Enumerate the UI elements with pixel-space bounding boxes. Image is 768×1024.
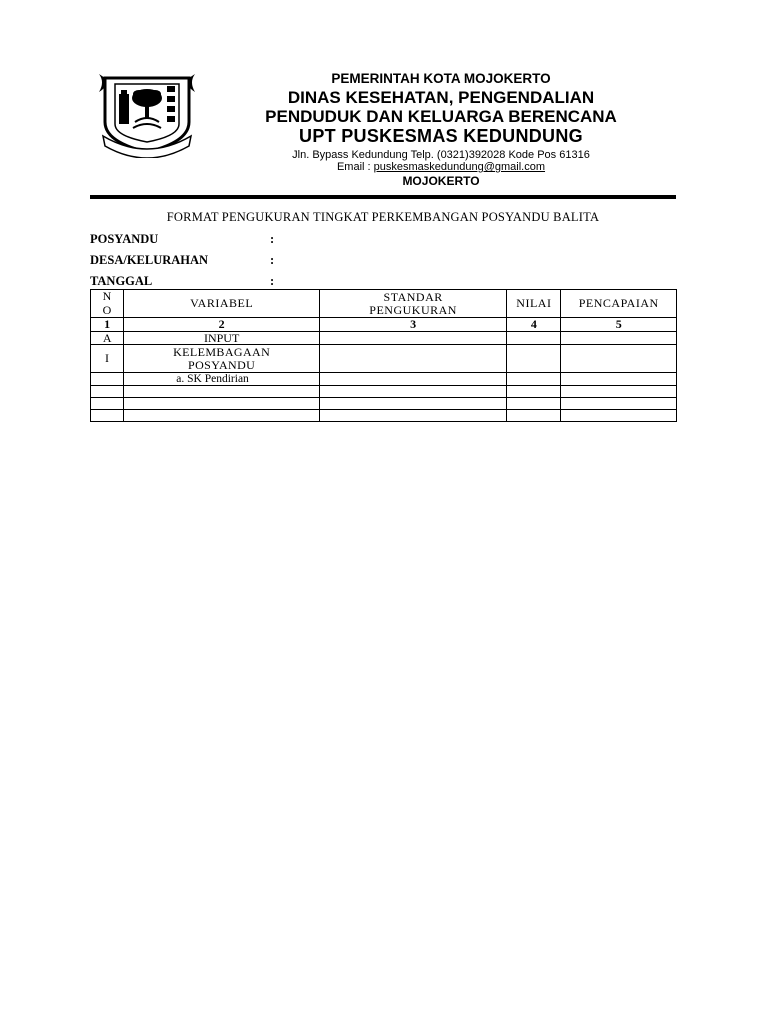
email-label: Email : [336,161,374,174]
header-no [91,290,124,318]
empty-cell[interactable] [319,386,506,398]
email-line [200,161,682,173]
column-number: 3 [319,318,506,332]
empty-cell[interactable] [91,410,124,422]
address: Jln. Bypass Kedundung Telp. (0321)392028 Kode Pos 61316 [292,149,590,162]
row-variabel-line2: POSYANDU [188,357,256,372]
header-pencapaian: PENCAPAIAN [561,290,677,318]
empty-cell[interactable] [319,398,506,410]
field-colon: : [270,232,275,246]
row-nilai-cell[interactable] [507,331,561,345]
row-standar-cell[interactable] [319,345,506,373]
header-variabel: VARIABEL [124,290,320,318]
empty-cell[interactable] [561,398,677,410]
column-number: 1 [91,318,124,332]
row-no: A [91,331,124,345]
empty-cell[interactable] [124,410,320,422]
field-label: TANGGAL [90,274,153,288]
field-colon: : [270,253,275,267]
agency-name-line1: DINAS KESEHATAN, PENGENDALIAN [287,87,595,107]
column-number: 5 [561,318,677,332]
field-label: DESA/KELURAHAN [90,253,209,267]
empty-cell[interactable] [91,386,124,398]
row-variabel [124,345,320,373]
row-nilai-cell[interactable] [507,373,561,386]
empty-cell[interactable] [561,386,677,398]
table-header-row [91,290,677,318]
email-link[interactable]: puskesmaskedundung@gmail.com [373,161,546,174]
government-name: PEMERINTAH KOTA MOJOKERTO [331,71,551,86]
row-variabel: INPUT [124,331,320,345]
row-pencapaian-cell[interactable] [561,373,677,386]
row-variabel-line1: KELEMBAGAAN [173,345,271,360]
empty-cell[interactable] [91,398,124,410]
empty-cell[interactable] [561,410,677,422]
field-desa-kelurahan [90,253,390,268]
empty-cell[interactable] [507,398,561,410]
unit-name: UPT PUSKESMAS KEDUNDUNG [299,126,583,147]
header-standar-line2: PENGUKURAN [369,302,457,317]
agency-name-line2: PENDUDUK DAN KELUARGA BERENCANA [265,106,617,126]
measurement-table [90,289,677,422]
column-number-row [91,318,677,332]
empty-cell[interactable] [124,386,320,398]
letterhead [200,72,682,188]
header-standar-line1: STANDAR [383,289,443,304]
table-row [91,398,677,410]
letterhead-divider [90,195,676,199]
row-no: I [91,345,124,373]
header-standar [319,290,506,318]
empty-cell[interactable] [507,410,561,422]
header-nilai: NILAI [507,290,561,318]
row-pencapaian-cell[interactable] [561,345,677,373]
row-no-cell[interactable] [91,373,124,386]
empty-cell[interactable] [507,386,561,398]
row-pencapaian-cell[interactable] [561,331,677,345]
empty-cell[interactable] [319,410,506,422]
field-tanggal [90,274,390,289]
row-variabel: a. SK Pendirian [124,373,320,386]
table-row [91,410,677,422]
row-standar-cell[interactable] [319,373,506,386]
row-nilai-cell[interactable] [507,345,561,373]
table-row [91,386,677,398]
column-number: 4 [507,318,561,332]
header-no-line1: N [102,289,112,304]
field-colon: : [270,274,275,288]
table-row [91,345,677,373]
row-standar-cell[interactable] [319,331,506,345]
form-title: FORMAT PENGUKURAN TINGKAT PERKEMBANGAN POSYANDU BALITA [166,210,600,224]
field-posyandu [90,232,390,247]
city-name: MOJOKERTO [402,174,480,189]
kota-mojokerto-logo [95,72,199,158]
header-no-line2: O [102,302,112,317]
table-row [91,373,677,386]
column-number: 2 [124,318,320,332]
table-row [91,331,677,345]
field-label: POSYANDU [90,232,159,246]
empty-cell[interactable] [124,398,320,410]
